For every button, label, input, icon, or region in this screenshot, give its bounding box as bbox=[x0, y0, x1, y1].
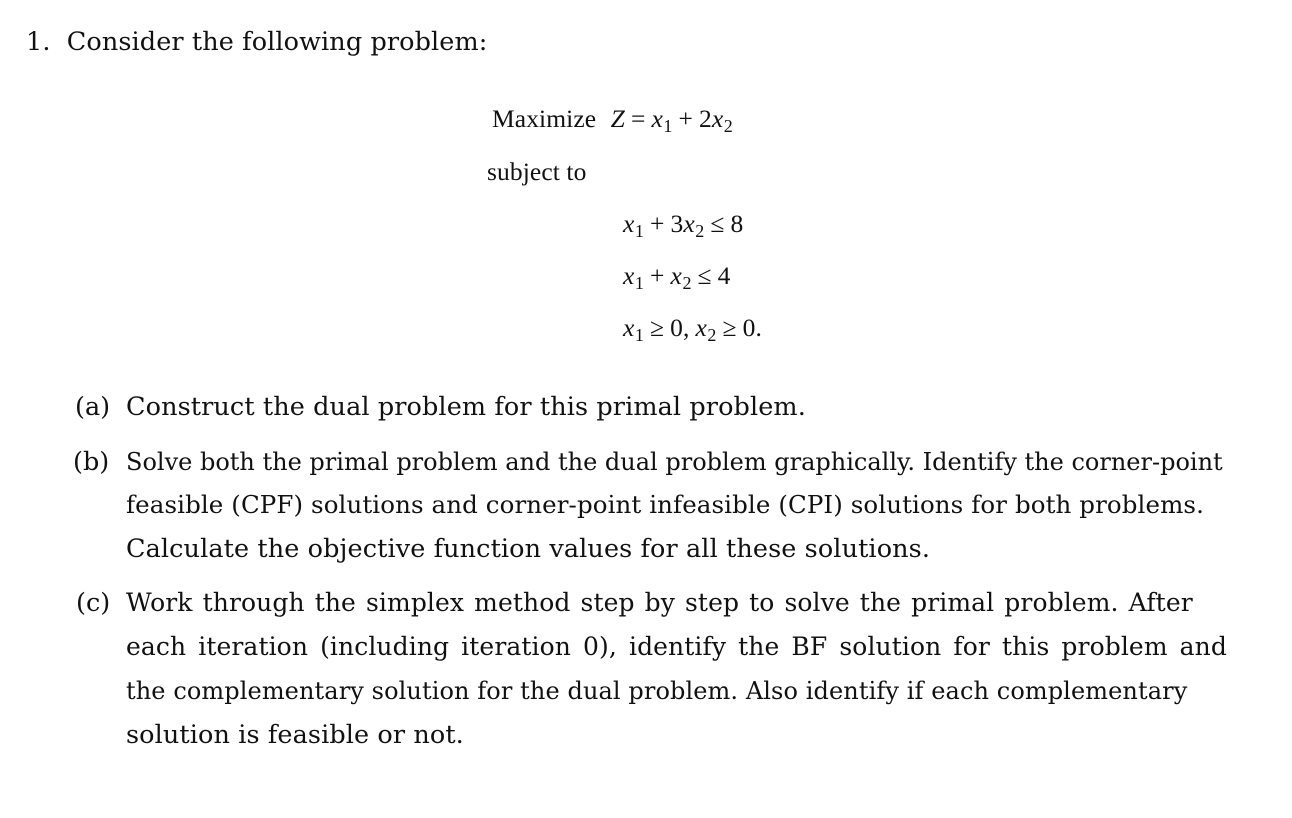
nonneg-relation-1: ≥ bbox=[650, 313, 665, 342]
constraint-1-var-a-sub: 1 bbox=[634, 221, 645, 241]
subject-to-label: subject to bbox=[487, 157, 587, 186]
objective-label: Maximize bbox=[492, 104, 597, 133]
constraint-1-var-b: x bbox=[683, 209, 695, 238]
objective-x1-sub: 1 bbox=[663, 116, 673, 136]
nonnegativity-constraint bbox=[623, 313, 762, 350]
part-b-text-line-1: Solve both the primal problem and the dual problem graphically. Identify the corner-point bbox=[126, 448, 1223, 476]
constraint-1-plus: + bbox=[650, 209, 665, 238]
constraint-2-plus: + bbox=[650, 261, 665, 290]
nonneg-var-a-sub: 1 bbox=[634, 325, 645, 345]
objective-plus: + bbox=[678, 104, 693, 133]
part-b-label: (b) bbox=[73, 447, 110, 477]
part-c-text-line-1: Work through the simplex method step by step to solve the primal problem. After bbox=[126, 588, 1193, 617]
constraint-1-var-b-sub: 2 bbox=[695, 221, 705, 241]
constraint-2-var-a-sub: 1 bbox=[634, 273, 645, 293]
constraint-2 bbox=[623, 261, 731, 298]
problem-number: 1. bbox=[26, 27, 51, 57]
part-c-text-line-2: each iteration (including iteration 0), identify the BF solution for this problem and bbox=[126, 632, 1227, 661]
constraint-1-rhs: 8 bbox=[730, 209, 744, 238]
problem-intro: Consider the following problem: bbox=[66, 27, 488, 57]
part-b-text-line-2: feasible (CPF) solutions and corner-point infeasible (CPI) solutions for both problems. bbox=[126, 490, 1204, 519]
constraint-2-relation: ≤ bbox=[697, 261, 712, 290]
constraint-2-var-b: x bbox=[670, 261, 682, 290]
part-c-text-line-4: solution is feasible or not. bbox=[126, 720, 464, 750]
objective-lhs: Z bbox=[610, 104, 625, 133]
part-a-text-line-1: Construct the dual problem for this primal problem. bbox=[126, 392, 806, 422]
constraint-1 bbox=[623, 209, 743, 246]
nonneg-value-1: 0, bbox=[670, 313, 690, 342]
constraint-2-var-b-sub: 2 bbox=[682, 273, 692, 293]
nonneg-var-b: x bbox=[695, 313, 707, 342]
part-b-text-line-3: Calculate the objective function values for all these solutions. bbox=[126, 534, 931, 564]
nonneg-value-2: 0. bbox=[742, 313, 762, 342]
constraint-1-var-a: x bbox=[623, 209, 635, 238]
part-a-label: (a) bbox=[75, 392, 111, 422]
objective-coef: 2 bbox=[698, 104, 712, 133]
constraint-1-coef: 3 bbox=[670, 209, 684, 238]
nonneg-relation-2: ≥ bbox=[722, 313, 737, 342]
objective-x1: x bbox=[651, 104, 663, 133]
part-c-text-line-3: the complementary solution for the dual problem. Also identify if each complementary bbox=[126, 677, 1188, 705]
problem-header bbox=[26, 27, 487, 57]
objective-x2-sub: 2 bbox=[723, 116, 733, 136]
objective-eq: = bbox=[630, 104, 646, 133]
constraint-2-var-a: x bbox=[623, 261, 635, 290]
part-c-label: (c) bbox=[76, 588, 111, 618]
objective-function bbox=[492, 104, 733, 141]
nonneg-var-a: x bbox=[623, 313, 635, 342]
nonneg-var-b-sub: 2 bbox=[707, 325, 717, 345]
objective-x2: x bbox=[711, 104, 724, 133]
constraint-1-relation: ≤ bbox=[710, 209, 725, 238]
constraint-2-rhs: 4 bbox=[717, 261, 731, 290]
